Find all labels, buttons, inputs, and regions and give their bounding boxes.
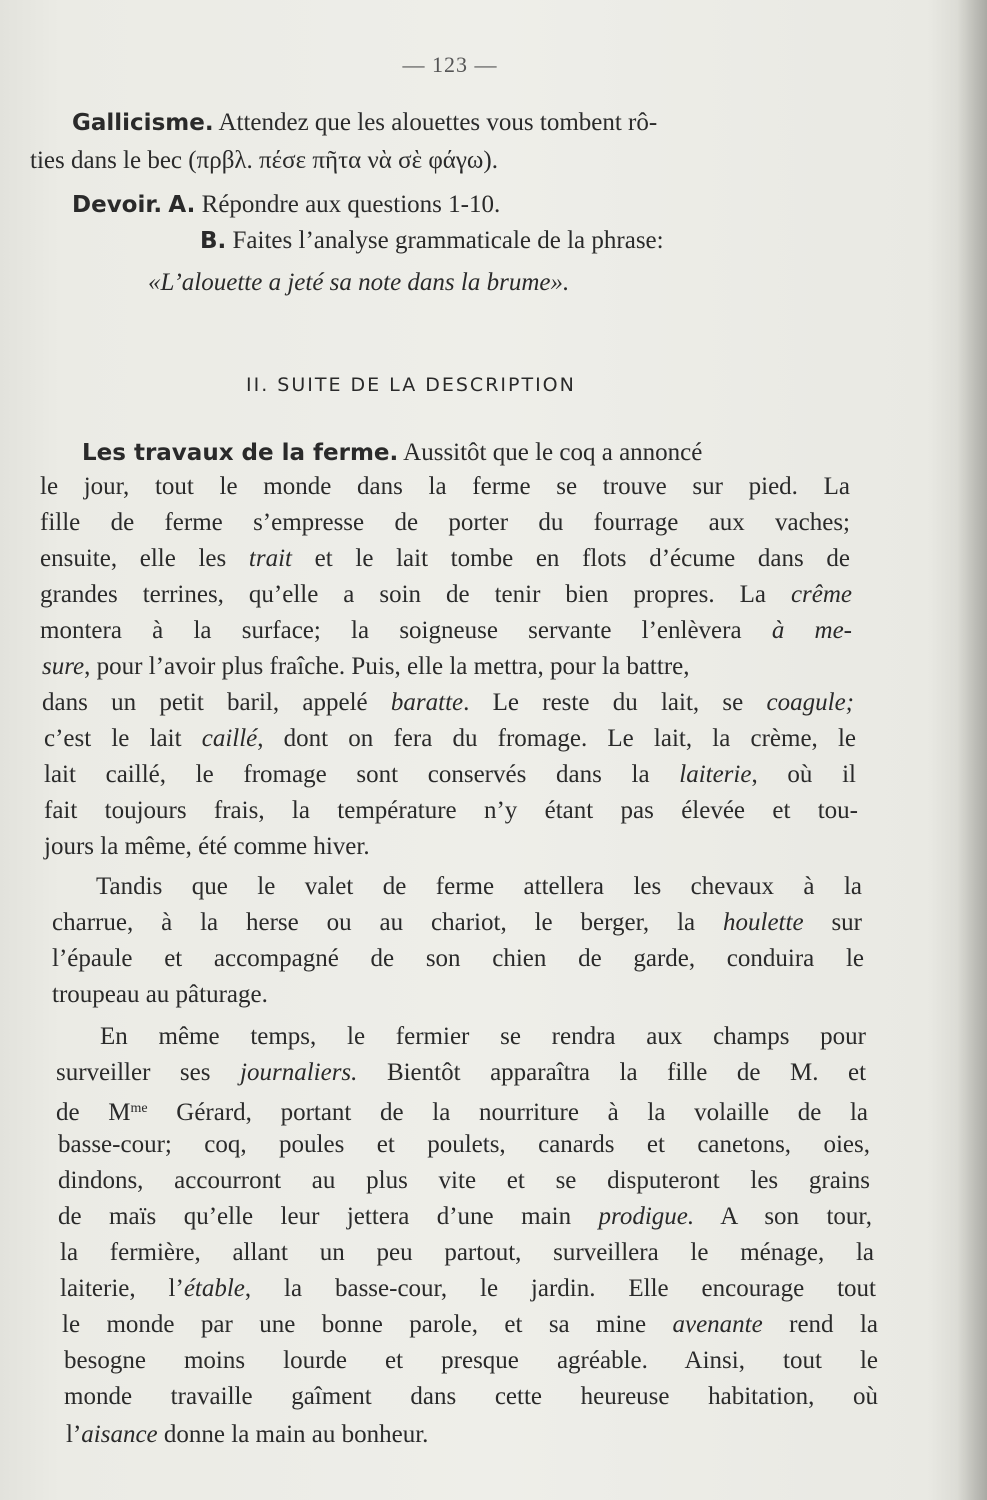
devoir-label: Devoir. (72, 192, 163, 218)
page-edge-shadow (957, 0, 987, 1500)
para1-text-4a: ensuite, elle les (40, 545, 227, 572)
devoir-quote (148, 268, 569, 298)
para1-title: Les travaux de la ferme. (82, 440, 399, 466)
para3-line-2 (56, 1058, 866, 1088)
para1-text-7b: , pour l’avoir plus fraîche. Puis, elle la mettra, pour la battre, (84, 653, 690, 680)
para1-line-2: le jour, tout le monde dans la ferme se trouve sur pied. La (40, 473, 850, 500)
para3-line-7: la fermière, allant un peu partout, surveillera le ménage, la (60, 1239, 874, 1266)
para1-text-10c: , où il (751, 761, 856, 788)
para3-text-6a: de maïs qu’elle leur jettera d’une main (58, 1203, 572, 1230)
para1-italic-sure: sure (42, 653, 85, 680)
section-heading: II. SUITE DE LA DESCRIPTION (246, 374, 576, 396)
para2-line-3: l’épaule et accompagné de son chien de garde, conduira le (52, 945, 864, 972)
para1-italic-baratte: baratte (390, 689, 464, 716)
para3-text-3a (56, 1099, 148, 1126)
para1-italic-trait: trait (248, 545, 292, 572)
para1-line-10 (44, 760, 856, 790)
devoir-b-label: B. (200, 228, 227, 254)
devoir-line-a (72, 190, 500, 220)
gallicism-label: Gallicisme. (72, 110, 214, 136)
para3-line-3 (56, 1094, 868, 1128)
devoir-quote-text: «L’alouette a jeté sa note dans la brume». (148, 269, 570, 296)
para3-text-12c: donne la main au bonheur. (163, 1421, 429, 1448)
para1-italic-caille: caillé (201, 725, 258, 752)
para3-line-8 (60, 1274, 876, 1304)
para1-line-5 (40, 580, 852, 610)
para2-line-2 (52, 908, 862, 938)
para1-text-1: Aussitôt que le coq a annoncé (403, 439, 703, 466)
gallicism-line-1 (72, 108, 842, 138)
para3-text-8a-wrap (60, 1275, 876, 1302)
para1-text-4c: et le lait tombe en flots d’écume dans de (314, 545, 851, 572)
para1-text-9c: , dont on fera du fromage. Le lait, la crème, le (257, 725, 857, 752)
para3-italic-etable: étable (183, 1275, 245, 1302)
para2-line-4: troupeau au pâturage. (52, 981, 268, 1008)
para1-text-5a: grandes terrines, qu’elle a soin de tenir bien propres. La (40, 581, 766, 608)
para3-line-6 (58, 1202, 872, 1232)
para1-line-7 (42, 652, 854, 682)
para2-text-2c: sur (831, 909, 863, 936)
para1-line-1 (82, 438, 852, 468)
para3-text-3c: Gérard, portant de la nourriture à la volaille de la (176, 1099, 868, 1126)
para2-italic-houlette: houlette (723, 909, 804, 936)
gallicism-text-1: Attendez que les alouettes vous tombent rô- (218, 109, 658, 136)
para1-line-9 (44, 724, 856, 754)
para3-text-6c: A son tour, (720, 1203, 873, 1230)
devoir-a-text: Répondre aux questions 1-10. (201, 191, 501, 218)
para1-text-8a: dans un petit baril, appelé (42, 689, 368, 716)
para3-text-2c: Bientôt apparaîtra la fille de M. et (386, 1059, 867, 1086)
para1-italic-laiterie: laiterie (679, 761, 752, 788)
para3-italic-prodigue: prodigue. (598, 1203, 695, 1230)
para3-italic-aisance: aisance (81, 1421, 158, 1448)
para3-line-5: dindons, accourront au plus vite et se disputeront les grains (58, 1167, 870, 1194)
para3-text-8c: , la basse-cour, le jardin. Elle encourage tout (244, 1275, 877, 1302)
para3-mme-sup: me (130, 1101, 148, 1116)
para3-text-2a: surveiller ses (56, 1059, 211, 1086)
para1-line-11: fait toujours frais, la température n’y étant pas élevée et tou- (44, 797, 858, 824)
para3-line-12 (66, 1420, 428, 1450)
para3-line-1: En même temps, le fermier se rendra aux champs pour (100, 1023, 866, 1050)
para1-text-9a: c’est le lait (44, 725, 182, 752)
para3-line-11: monde travaille gaîment dans cette heureuse habitation, où (64, 1383, 878, 1410)
para2-line-1: Tandis que le valet de ferme attellera les chevaux à la (96, 873, 862, 900)
gallicism-line-2: ties dans le bec (πρβλ. πέσε πῆτα νὰ σὲ φάγω). (30, 147, 498, 174)
para3-line-9 (62, 1310, 878, 1340)
para1-line-12: jours la même, été comme hiver. (44, 833, 370, 860)
para1-line-8 (42, 688, 854, 718)
para3-text-8a: laiterie, l’ (60, 1275, 184, 1302)
para1-italic-a-mesure: à me- (771, 617, 853, 644)
para1-text-6a: montera à la surface; la soigneuse servante l’enlèvera (40, 617, 742, 644)
para1-line-6 (40, 616, 852, 646)
devoir-b-text: Faites l’analyse grammaticale de la phrase: (232, 227, 664, 254)
para3-italic-avenante: avenante (672, 1311, 763, 1338)
page-number: — 123 — (402, 52, 498, 77)
para1-italic-creme: crême (790, 581, 853, 608)
para3-line-10: besogne moins lourde et presque agréable. Ainsi, tout le (64, 1347, 878, 1374)
para2-text-2a: charrue, à la herse ou au chariot, le berger, la (52, 909, 696, 936)
para1-italic-coagule: coagule; (766, 689, 854, 716)
devoir-line-b (200, 226, 664, 256)
para3-italic-journaliers: journaliers. (240, 1059, 358, 1086)
para3-text-9a: le monde par une bonne parole, et sa mine (62, 1311, 647, 1338)
devoir-a-label: A. (168, 192, 196, 218)
para1-text-8c: . Le reste du lait, se (463, 689, 744, 716)
para1-text-10a: lait caillé, le fromage sont conservés dans la (44, 761, 650, 788)
para3-mme-m: de M (56, 1099, 131, 1126)
para3-line-4: basse-cour; coq, poules et poulets, canards et canetons, oies, (58, 1131, 870, 1158)
para1-line-3: fille de ferme s’empresse de porter du fourrage aux vaches; (40, 509, 850, 536)
para3-text-12a: l’ (66, 1421, 82, 1448)
para1-line-4 (40, 544, 850, 574)
para3-text-9c: rend la (789, 1311, 879, 1338)
